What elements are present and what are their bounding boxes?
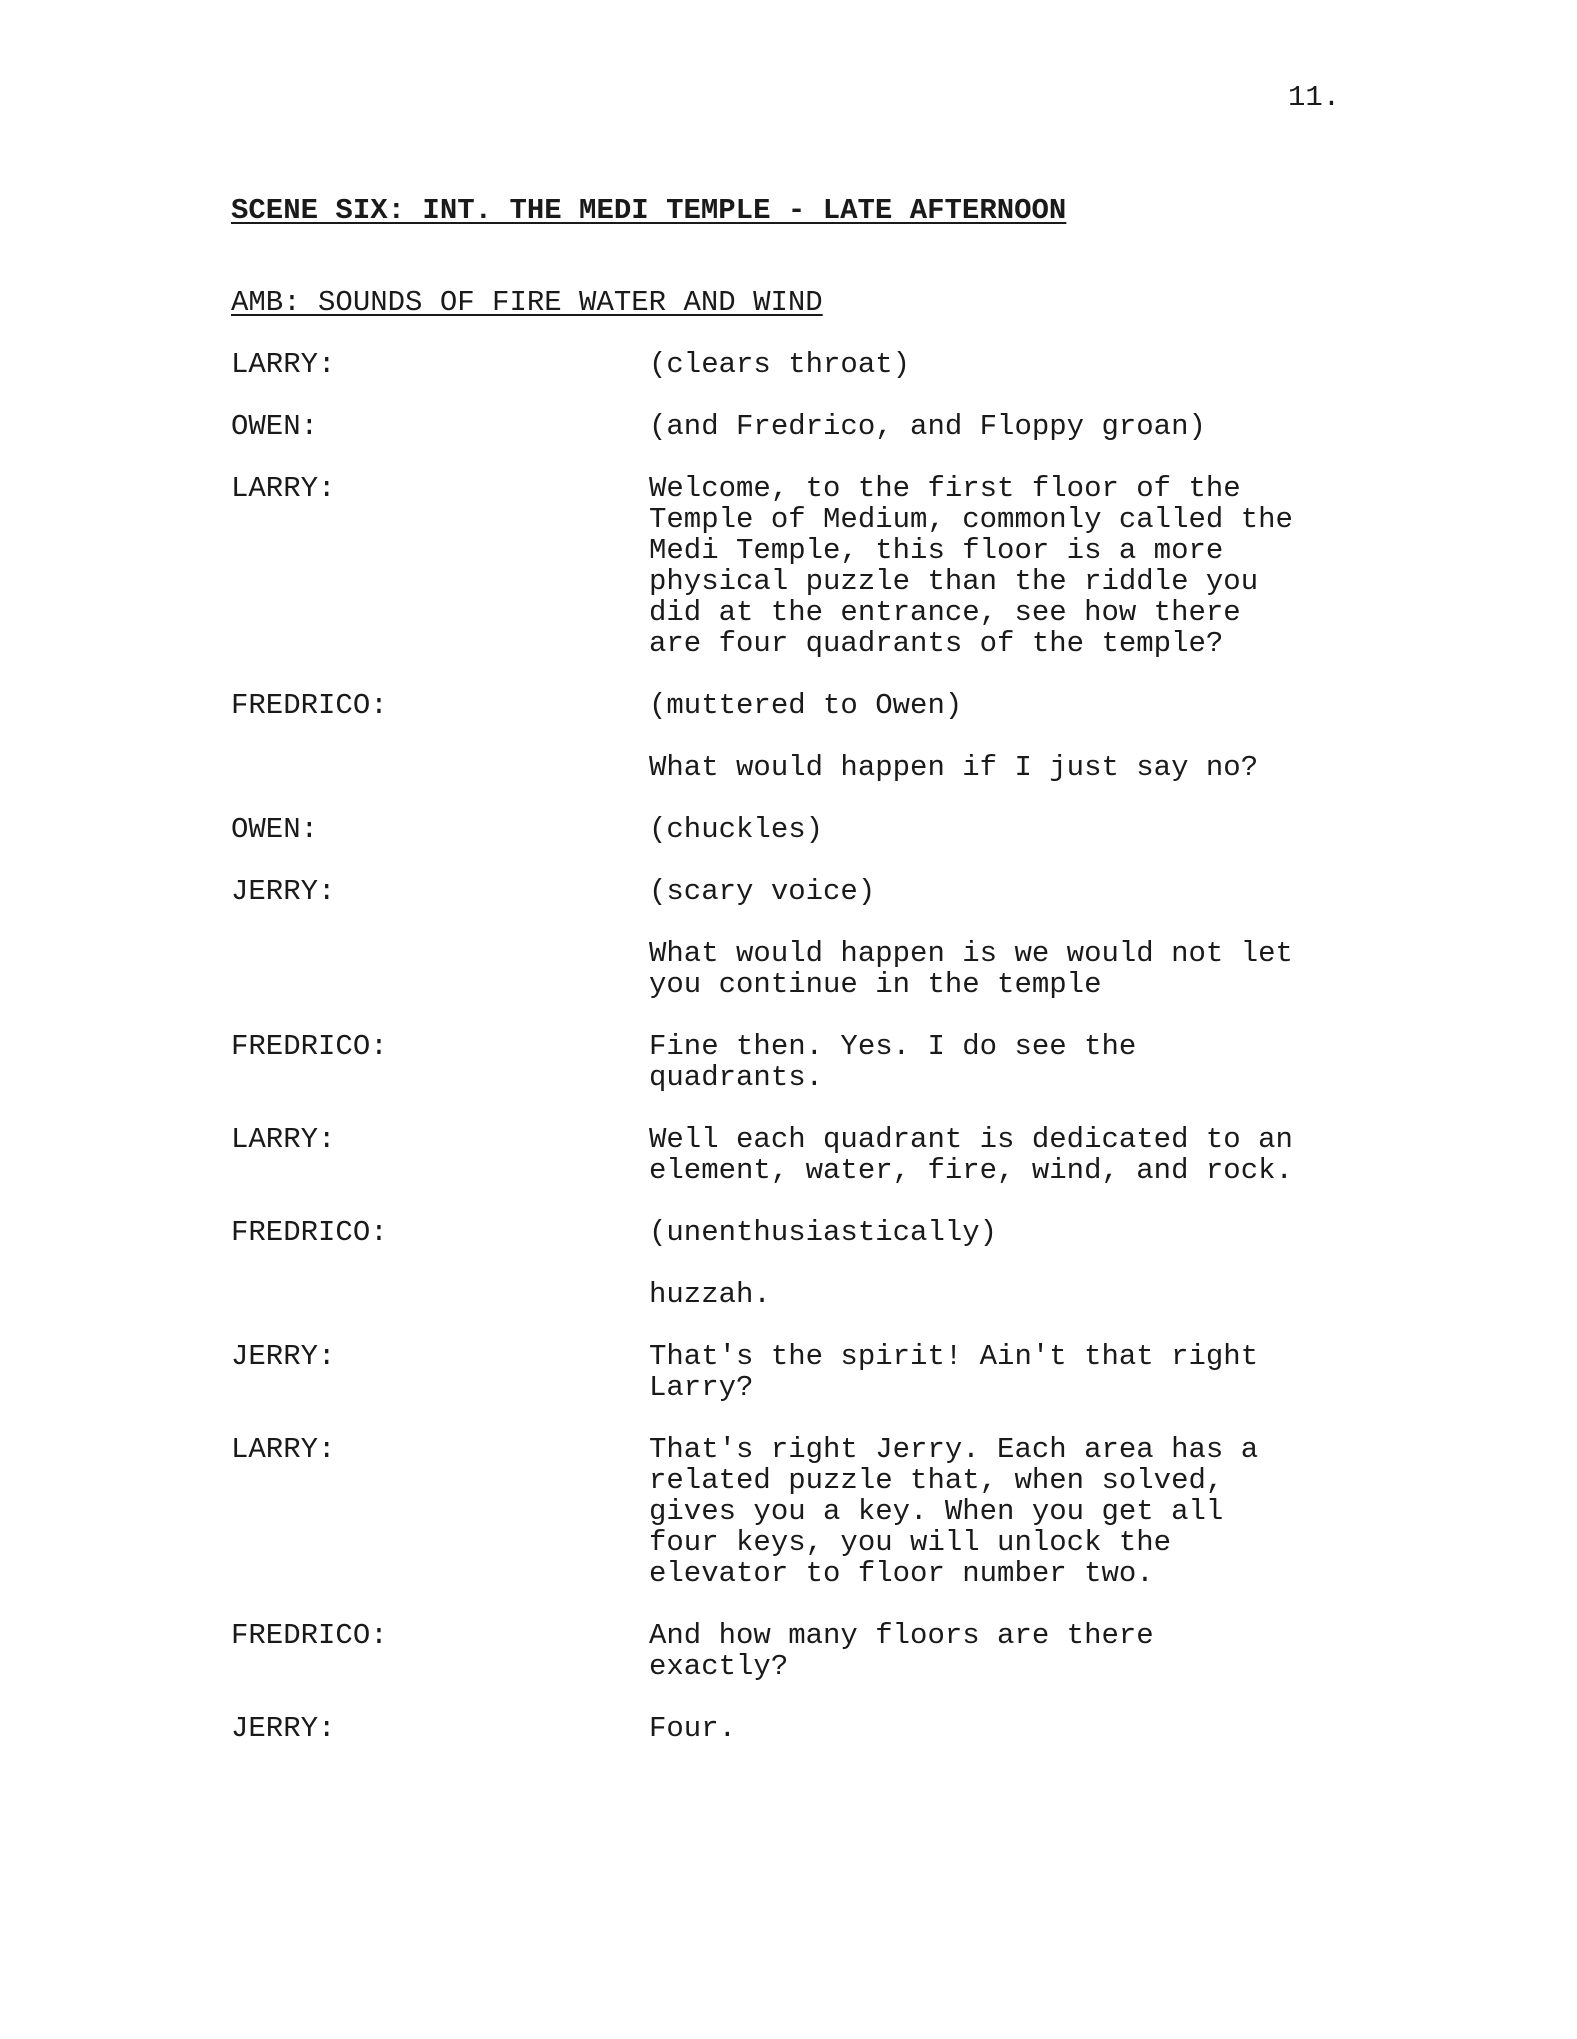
dialogue-block xyxy=(231,876,1391,907)
dialogue-line: huzzah. xyxy=(649,1278,771,1311)
dialogue-block xyxy=(231,938,1391,1000)
dialogue-line: Four. xyxy=(649,1712,737,1745)
dialogue-block xyxy=(231,690,1391,721)
speaker-name: FREDRICO: xyxy=(231,1619,388,1652)
dialogue-block xyxy=(231,1434,1391,1589)
speaker-name: OWEN: xyxy=(231,813,319,846)
speaker-name: LARRY: xyxy=(231,1123,336,1156)
scene-heading: SCENE SIX: INT. THE MEDI TEMPLE - LATE AFTERNOON xyxy=(231,194,1067,227)
speaker-name xyxy=(231,752,649,783)
dialogue-block xyxy=(231,752,1391,783)
dialogue-block xyxy=(231,411,1391,442)
dialogue-line: (unenthusiastically) xyxy=(649,1216,998,1249)
dialogue-block xyxy=(231,814,1391,845)
dialogue-line: And how many floors are there exactly? xyxy=(649,1619,1154,1683)
dialogue-line: (chuckles) xyxy=(649,813,824,846)
dialogue-line: That's the spirit! Ain't that right Larry? xyxy=(649,1340,1259,1404)
dialogue-line: Well each quadrant is dedicated to an element, water, fire, wind, and rock. xyxy=(649,1123,1293,1187)
dialogue-block xyxy=(231,1341,1391,1403)
dialogue-line: What would happen is we would not let you continue in the temple xyxy=(649,937,1293,1001)
speaker-name: LARRY: xyxy=(231,1433,336,1466)
dialogue-line: (clears throat) xyxy=(649,348,911,381)
dialogue-block xyxy=(231,473,1391,659)
speaker-name: LARRY: xyxy=(231,472,336,505)
speaker-name: FREDRICO: xyxy=(231,1216,388,1249)
dialogue-block xyxy=(231,1124,1391,1186)
dialogue-line: What would happen if I just say no? xyxy=(649,751,1259,784)
speaker-name: LARRY: xyxy=(231,348,336,381)
speaker-name: FREDRICO: xyxy=(231,689,388,722)
ambience-line: AMB: SOUNDS OF FIRE WATER AND WIND xyxy=(231,286,823,319)
speaker-name xyxy=(231,1279,649,1310)
speaker-name: JERRY: xyxy=(231,1340,336,1373)
dialogue-block xyxy=(231,1031,1391,1093)
dialogue-line: Fine then. Yes. I do see the quadrants. xyxy=(649,1030,1137,1094)
dialogue-block xyxy=(231,1713,1391,1744)
speaker-name: JERRY: xyxy=(231,1712,336,1745)
speaker-name xyxy=(231,938,649,1000)
dialogue-line: (and Fredrico, and Floppy groan) xyxy=(649,410,1206,443)
dialogue-block xyxy=(231,1217,1391,1248)
dialogue-block xyxy=(231,349,1391,380)
dialogue-line: That's right Jerry. Each area has a related puzzle that, when solved, gives you a key. When you get all four keys, you will unlock the elevator to floor number two. xyxy=(649,1433,1259,1590)
dialogue-block xyxy=(231,1620,1391,1682)
dialogue-line: (scary voice) xyxy=(649,875,876,908)
page-number: 11. xyxy=(1288,81,1341,114)
speaker-name: OWEN: xyxy=(231,410,319,443)
dialogue-list xyxy=(231,349,1391,1775)
speaker-name: JERRY: xyxy=(231,875,336,908)
dialogue-line: Welcome, to the first floor of the Temple of Medium, commonly called the Medi Temple, this floor is a more physical puzzle than the riddle you did at the entrance, see how there are four quadrants of the temple? xyxy=(649,472,1293,660)
dialogue-line: (muttered to Owen) xyxy=(649,689,963,722)
speaker-name: FREDRICO: xyxy=(231,1030,388,1063)
dialogue-block xyxy=(231,1279,1391,1310)
